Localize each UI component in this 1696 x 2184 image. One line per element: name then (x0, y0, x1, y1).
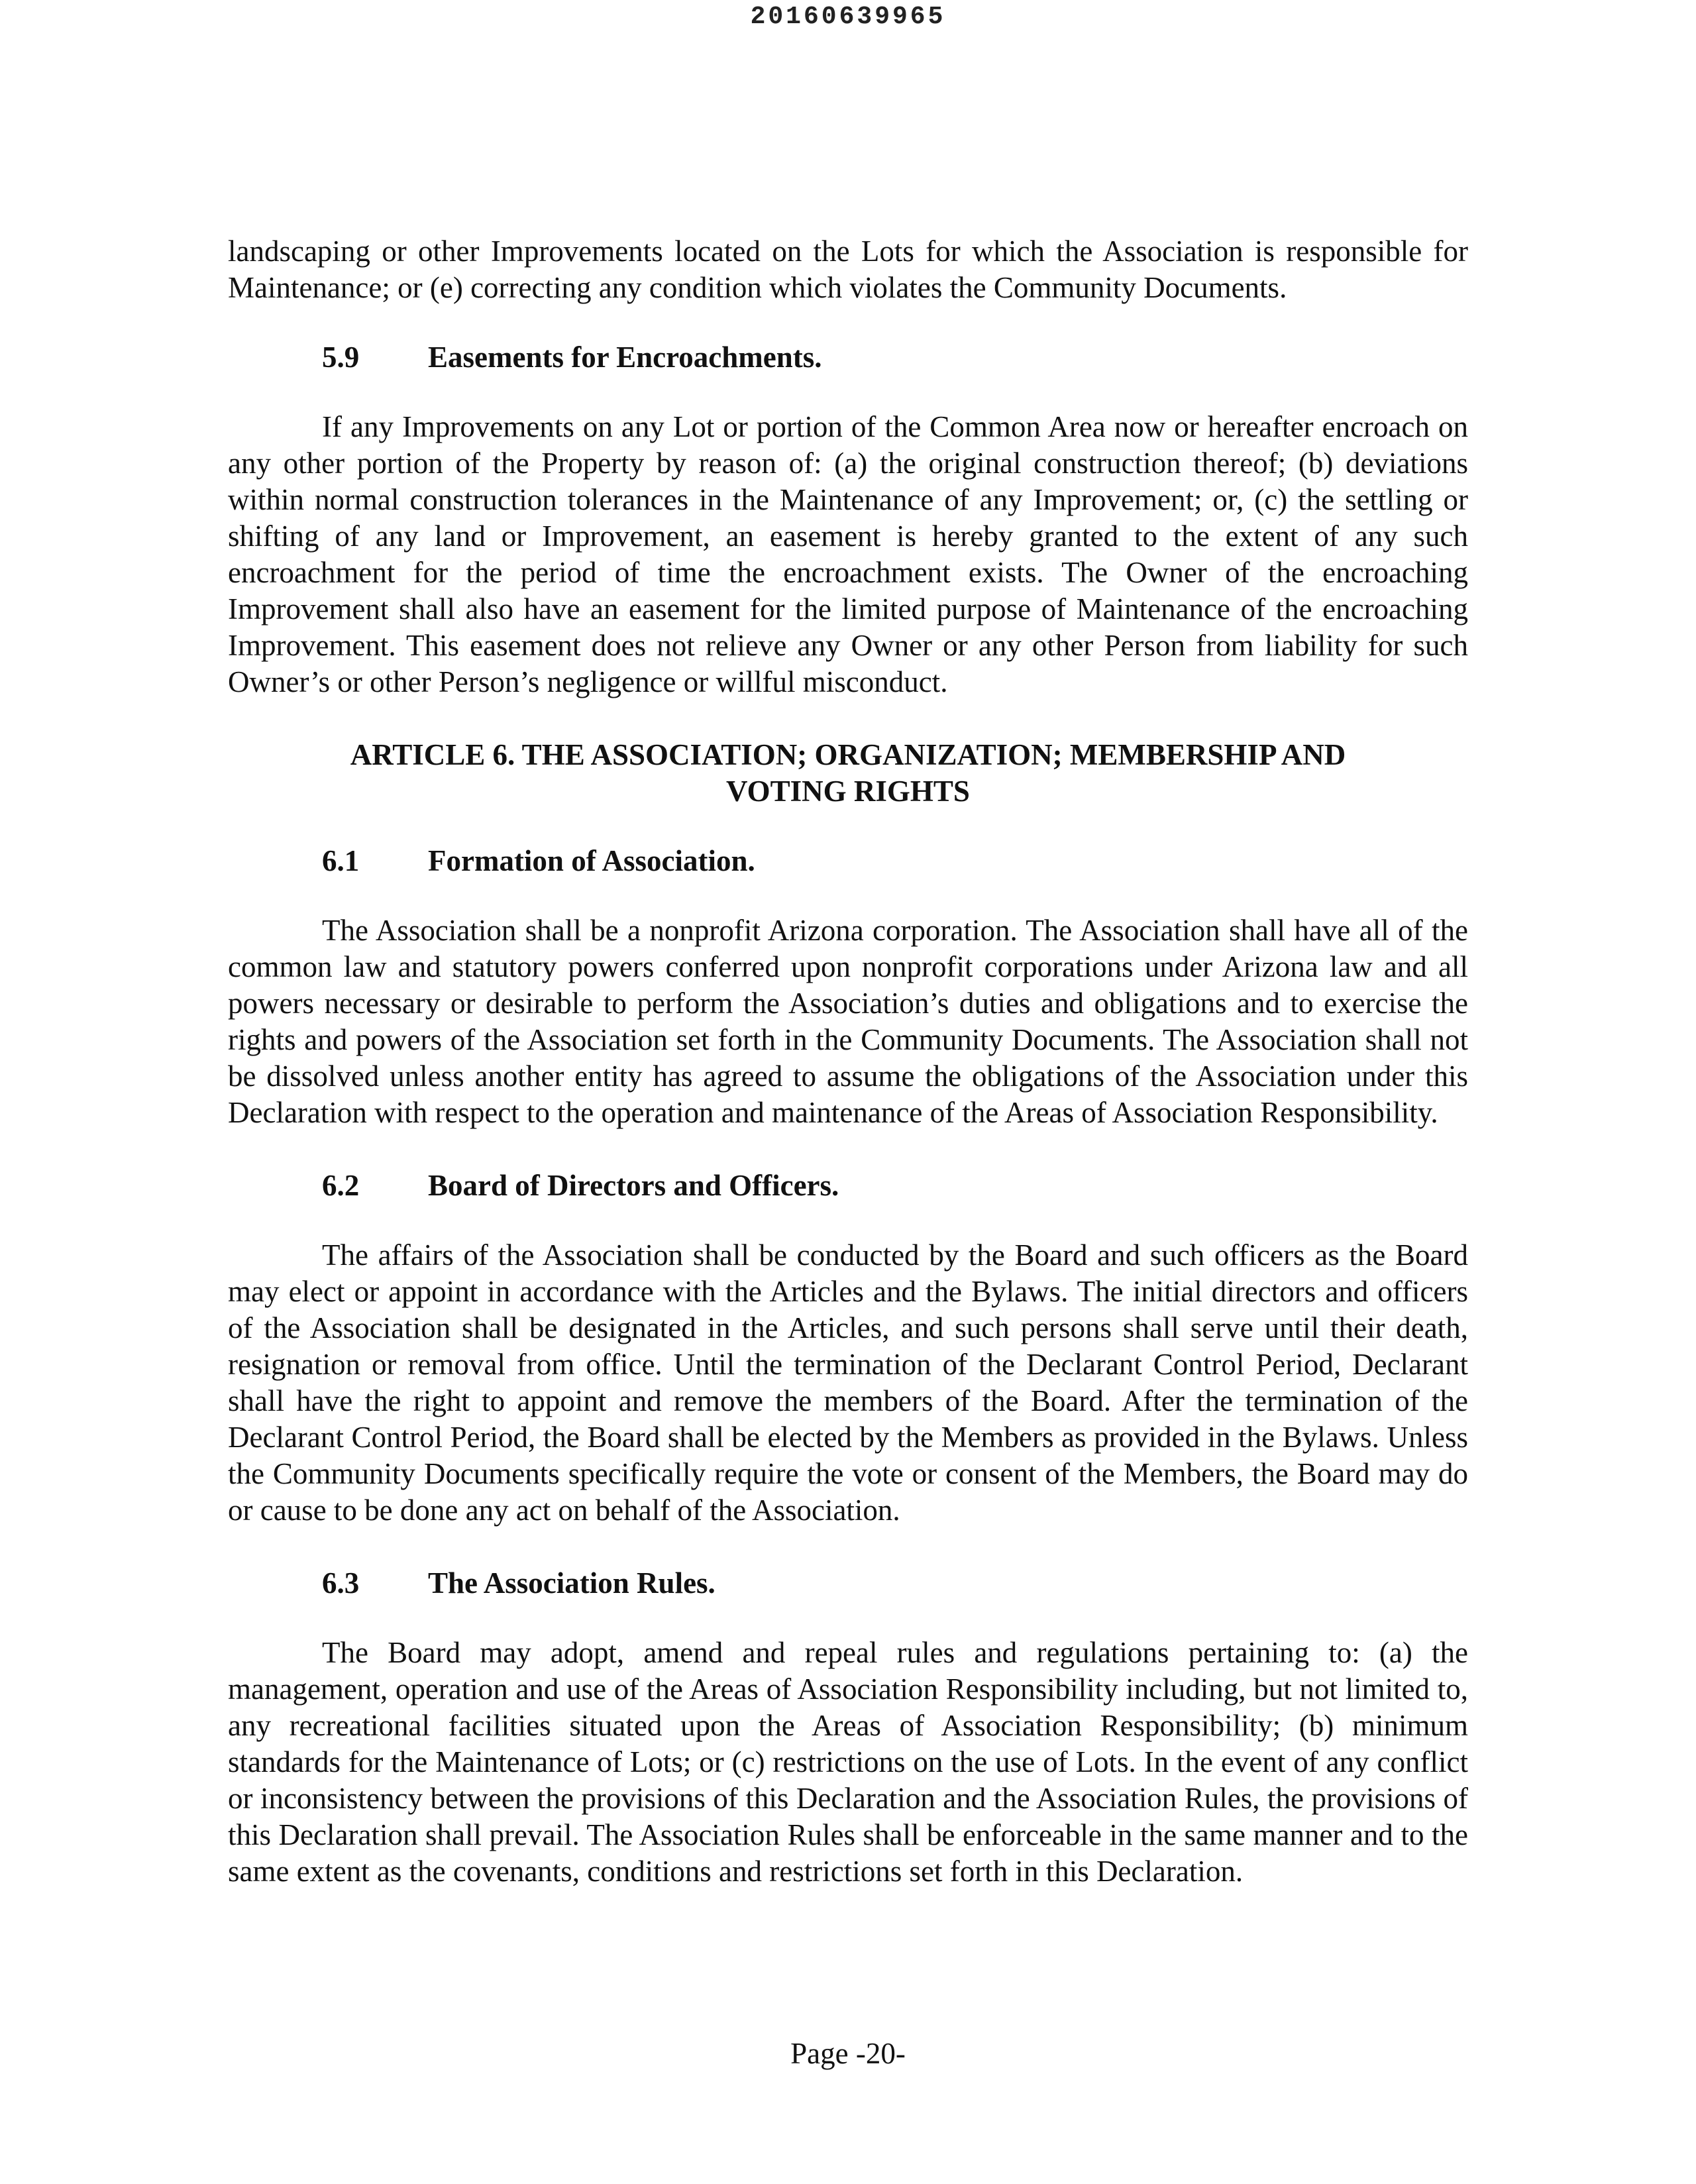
section-title: Easements for Encroachments. (428, 341, 822, 374)
section-6-1-heading (228, 843, 1468, 879)
section-5-9-body: If any Improvements on any Lot or portion of the Common Area now or hereafter encroach on any other portion of the Property by reason of: (a) the original construction thereof; (b) deviations within normal construction tolerances in the Maintenance of any Improvement; or, (c) the settling or shifting of any land or Improvement, an easement is hereby granted to the extent of any such encroachment for the period of time the encroachment exists. The Owner of the encroaching Improvement shall also have an easement for the limited purpose of Maintenance of the encroaching Improvement. This easement does not relieve any Owner or any other Person from liability for such Owner’s or other Person’s negligence or willful misconduct. (228, 410, 1468, 698)
section-6-3-heading (228, 1565, 1468, 1602)
spacer (228, 1602, 1468, 1635)
section-6-2-body: The affairs of the Association shall be conducted by the Board and such officers as the Board may elect or appoint in accordance with the Articles and the Bylaws. The initial directors and officers of the Association shall be designated in the Articles, and such persons shall serve until their death, resignation or removal from office. Until the termination of the Declarant Control Period, Declarant shall have the right to appoint and remove the members of the Board. After the termination of the Declarant Control Period, the Board shall be elected by the Members as provided in the Bylaws. Unless the Community Documents specifically require the vote or consent of the Members, the Board may do or cause to be done any act on behalf of the Association. (228, 1238, 1468, 1527)
section-5-9-heading (228, 339, 1468, 376)
page-body (228, 233, 1468, 1890)
section-number: 6.2 (322, 1169, 360, 1202)
section-title: The Association Rules. (428, 1566, 716, 1600)
article-title-line-2: VOTING RIGHTS (726, 775, 970, 808)
article-6-heading (228, 737, 1468, 810)
spacer (228, 306, 1468, 339)
section-number: 5.9 (322, 341, 360, 374)
section-6-3-body: The Board may adopt, amend and repeal rules and regulations pertaining to: (a) the management, operation and use of the Areas of Association Responsibility including, but not limited to, any recreational facilities situated upon the Areas of Association Responsibility; (b) minimum standards for the Maintenance of Lots; or (c) restrictions on the use of Lots. In the event of any conflict or inconsistency between the provisions of this Declaration and the Association Rules, the provisions of this Declaration shall prevail. The Association Rules shall be enforceable in the same manner and to the same extent as the covenants, conditions and restrictions set forth in this Declaration. (228, 1636, 1468, 1888)
document-number: 20160639965 (750, 3, 946, 31)
section-6-2-heading (228, 1168, 1468, 1204)
section-number: 6.3 (322, 1566, 360, 1600)
spacer (228, 810, 1468, 843)
spacer (228, 1204, 1468, 1237)
intro-paragraph: landscaping or other Improvements located on the Lots for which the Association is responsible for Maintenance; or (e) correcting any condition which violates the Community Documents. (228, 235, 1468, 304)
spacer (228, 879, 1468, 912)
article-title-line-1: ARTICLE 6. THE ASSOCIATION; ORGANIZATION; MEMBERSHIP AND (350, 738, 1346, 771)
spacer (228, 376, 1468, 409)
spacer (228, 1131, 1468, 1168)
section-6-1-body: The Association shall be a nonprofit Arizona corporation. The Association shall have all of the common law and statutory powers conferred upon nonprofit corporations under Arizona law and all powers necessary or desirable to perform the Association’s duties and obligations and to exercise the rights and powers of the Association set forth in the Community Documents. The Association shall not be dissolved unless another entity has agreed to assume the obligations of the Association under this Declaration with respect to the operation and maintenance of the Areas of Association Responsibility. (228, 914, 1468, 1129)
section-number: 6.1 (322, 844, 360, 877)
section-title: Formation of Association. (428, 844, 755, 877)
spacer (228, 1529, 1468, 1565)
section-title: Board of Directors and Officers. (428, 1169, 839, 1202)
page-number: Page -20- (790, 2037, 906, 2070)
spacer (228, 700, 1468, 737)
